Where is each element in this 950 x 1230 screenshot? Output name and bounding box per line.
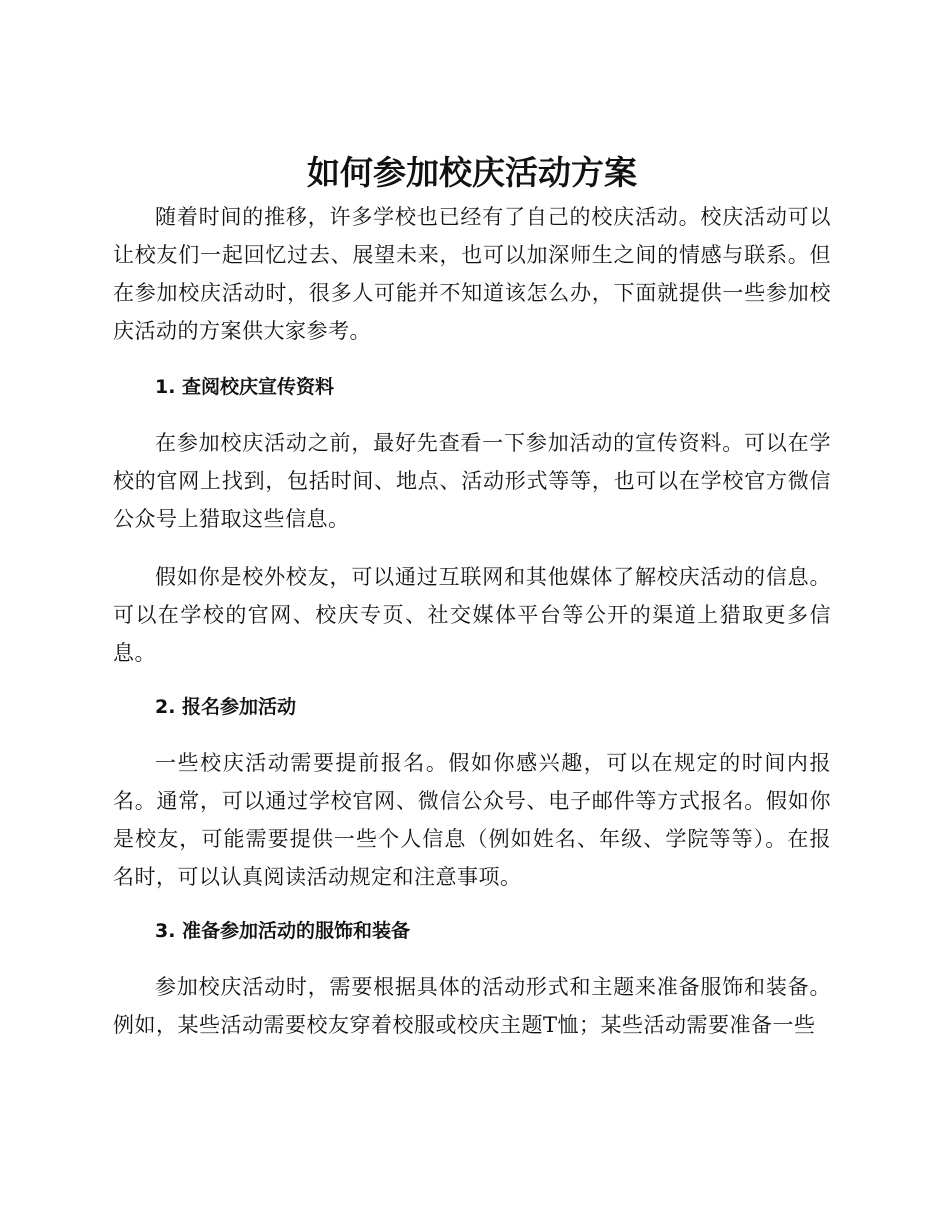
section-paragraph: 假如你是校外校友，可以通过互联网和其他媒体了解校庆活动的信息。可以在学校的官网、校庆专页、社交媒体平台等公开的渠道上猎取更多信息。 [113, 565, 831, 665]
document-title: 如何参加校庆活动方案 [307, 153, 637, 192]
section-2 [113, 692, 831, 896]
section-heading: 3. 准备参加活动的服饰和装备 [155, 920, 411, 942]
document-page [113, 150, 831, 1064]
intro-paragraph: 随着时间的推移，许多学校也已经有了自己的校庆活动。校庆活动可以让校友们一起回忆过去、展望未来，也可以加深师生之间的情感与联系。但在参加校庆活动时，很多人可能并不知道该怎么办，下面就提供一些参加校庆活动的方案供大家参考。 [113, 205, 831, 343]
section-paragraph: 参加校庆活动时，需要根据具体的活动形式和主题来准备服饰和装备。例如，某些活动需要校友穿着校服或校庆主题T恤；某些活动需要准备一些 [113, 975, 831, 1037]
section-heading: 2. 报名参加活动 [155, 696, 297, 718]
section-paragraph: 在参加校庆活动之前，最好先查看一下参加活动的宣传资料。可以在学校的官网上找到，包括时间、地点、活动形式等等，也可以在学校官方微信公众号上猎取这些信息。 [113, 431, 831, 531]
section-heading: 1. 查阅校庆宣传资料 [155, 376, 335, 398]
section-1 [113, 372, 831, 672]
section-paragraph: 一些校庆活动需要提前报名。假如你感兴趣，可以在规定的时间内报名。通常，可以通过学校官网、微信公众号、电子邮件等方式报名。假如你是校友，可能需要提供一些个人信息（例如姓名、年级、学院等等）。在报名时，可以认真阅读活动规定和注意事项。 [113, 751, 831, 889]
section-3 [113, 916, 831, 1044]
